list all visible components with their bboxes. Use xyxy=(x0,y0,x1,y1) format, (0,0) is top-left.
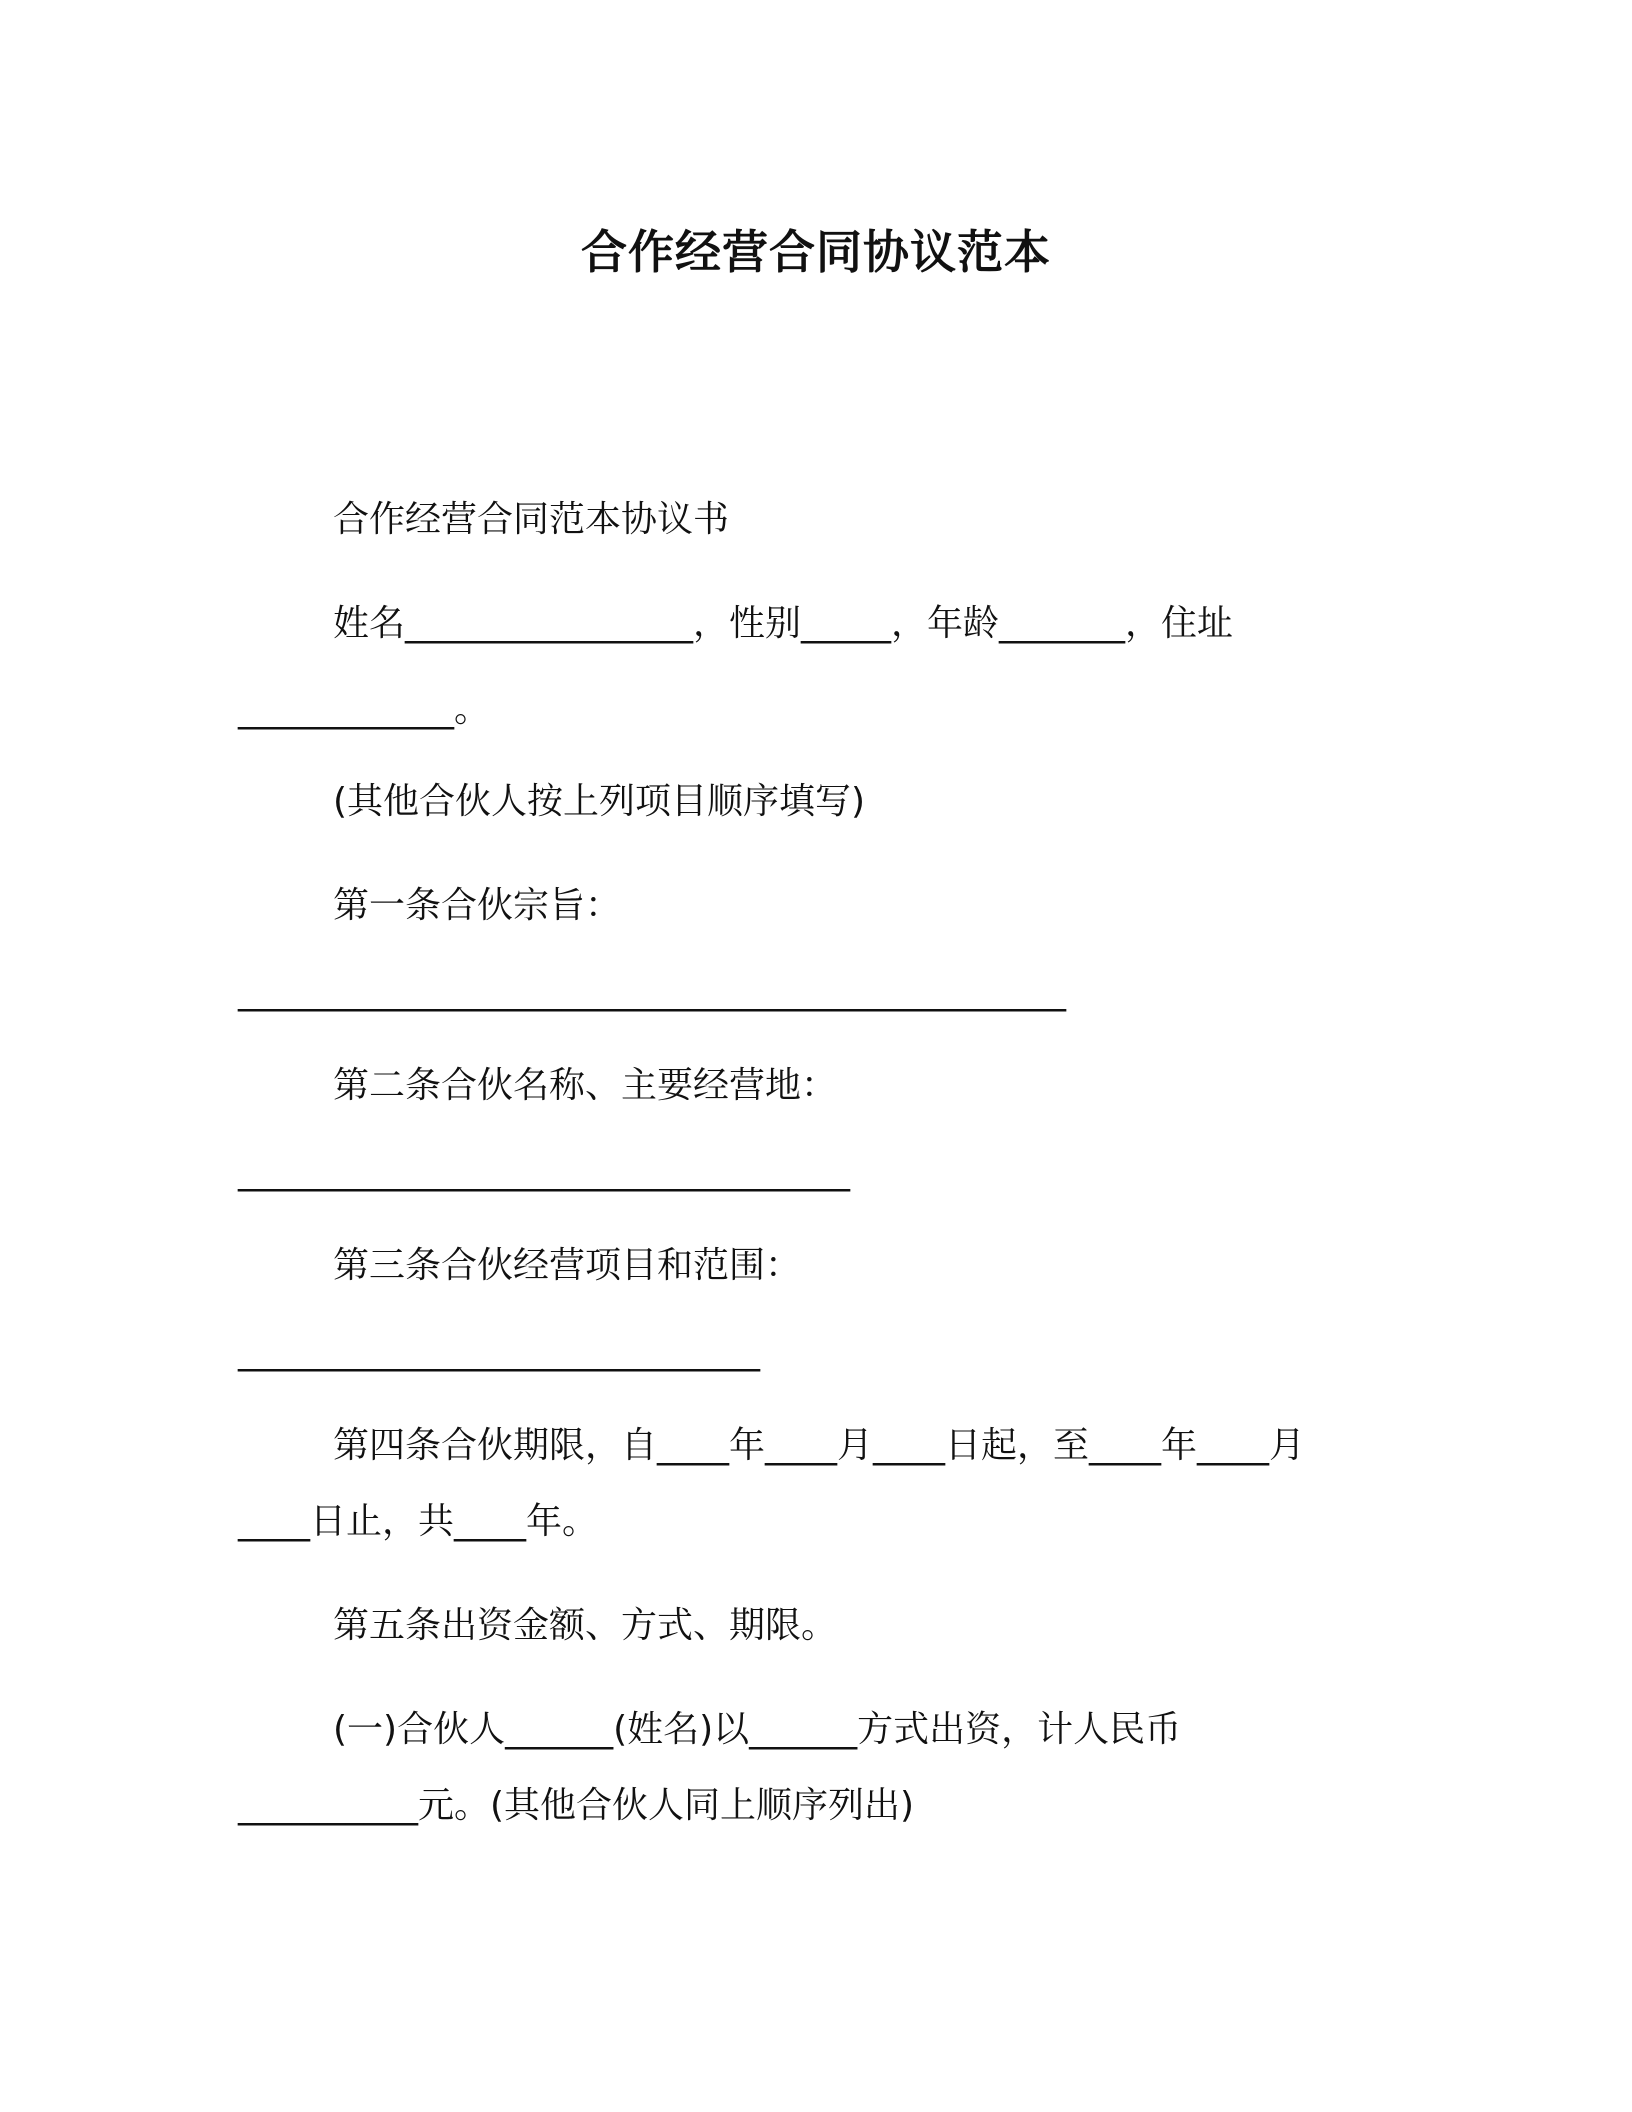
article-2-blank: __________________________________ xyxy=(238,1151,850,1192)
article-5-heading: 第五条出资金额、方式、期限。 xyxy=(333,1605,838,1646)
article-4-line-2: ____日止，共____年。 xyxy=(238,1501,599,1542)
article-3-heading: 第三条合伙经营项目和范围： xyxy=(333,1245,802,1286)
document-title: 合作经营合同协议范本 xyxy=(581,225,1051,279)
article-4-line-1: 第四条合伙期限，自____年____月____日起，至____年____月 xyxy=(333,1425,1306,1466)
party-info-line-1: 姓名________________，性别_____，年龄_______，住址 xyxy=(333,603,1234,644)
article-2-heading: 第二条合伙名称、主要经营地： xyxy=(333,1065,838,1106)
article-3-blank: _____________________________ xyxy=(238,1331,760,1372)
agreement-heading: 合作经营合同范本协议书 xyxy=(333,499,730,540)
party-note: (其他合伙人按上列项目顺序填写) xyxy=(333,781,866,822)
party-info-line-2: ____________。 xyxy=(238,689,491,730)
article-5-item-1-line-2: __________元。(其他合伙人同上顺序列出) xyxy=(238,1785,915,1826)
article-1-heading: 第一条合伙宗旨： xyxy=(333,885,622,926)
article-1-blank: ______________________________________________ xyxy=(238,971,1066,1012)
article-5-item-1-line-1: (一)合伙人______(姓名)以______方式出资，计人民币 xyxy=(333,1709,1182,1750)
